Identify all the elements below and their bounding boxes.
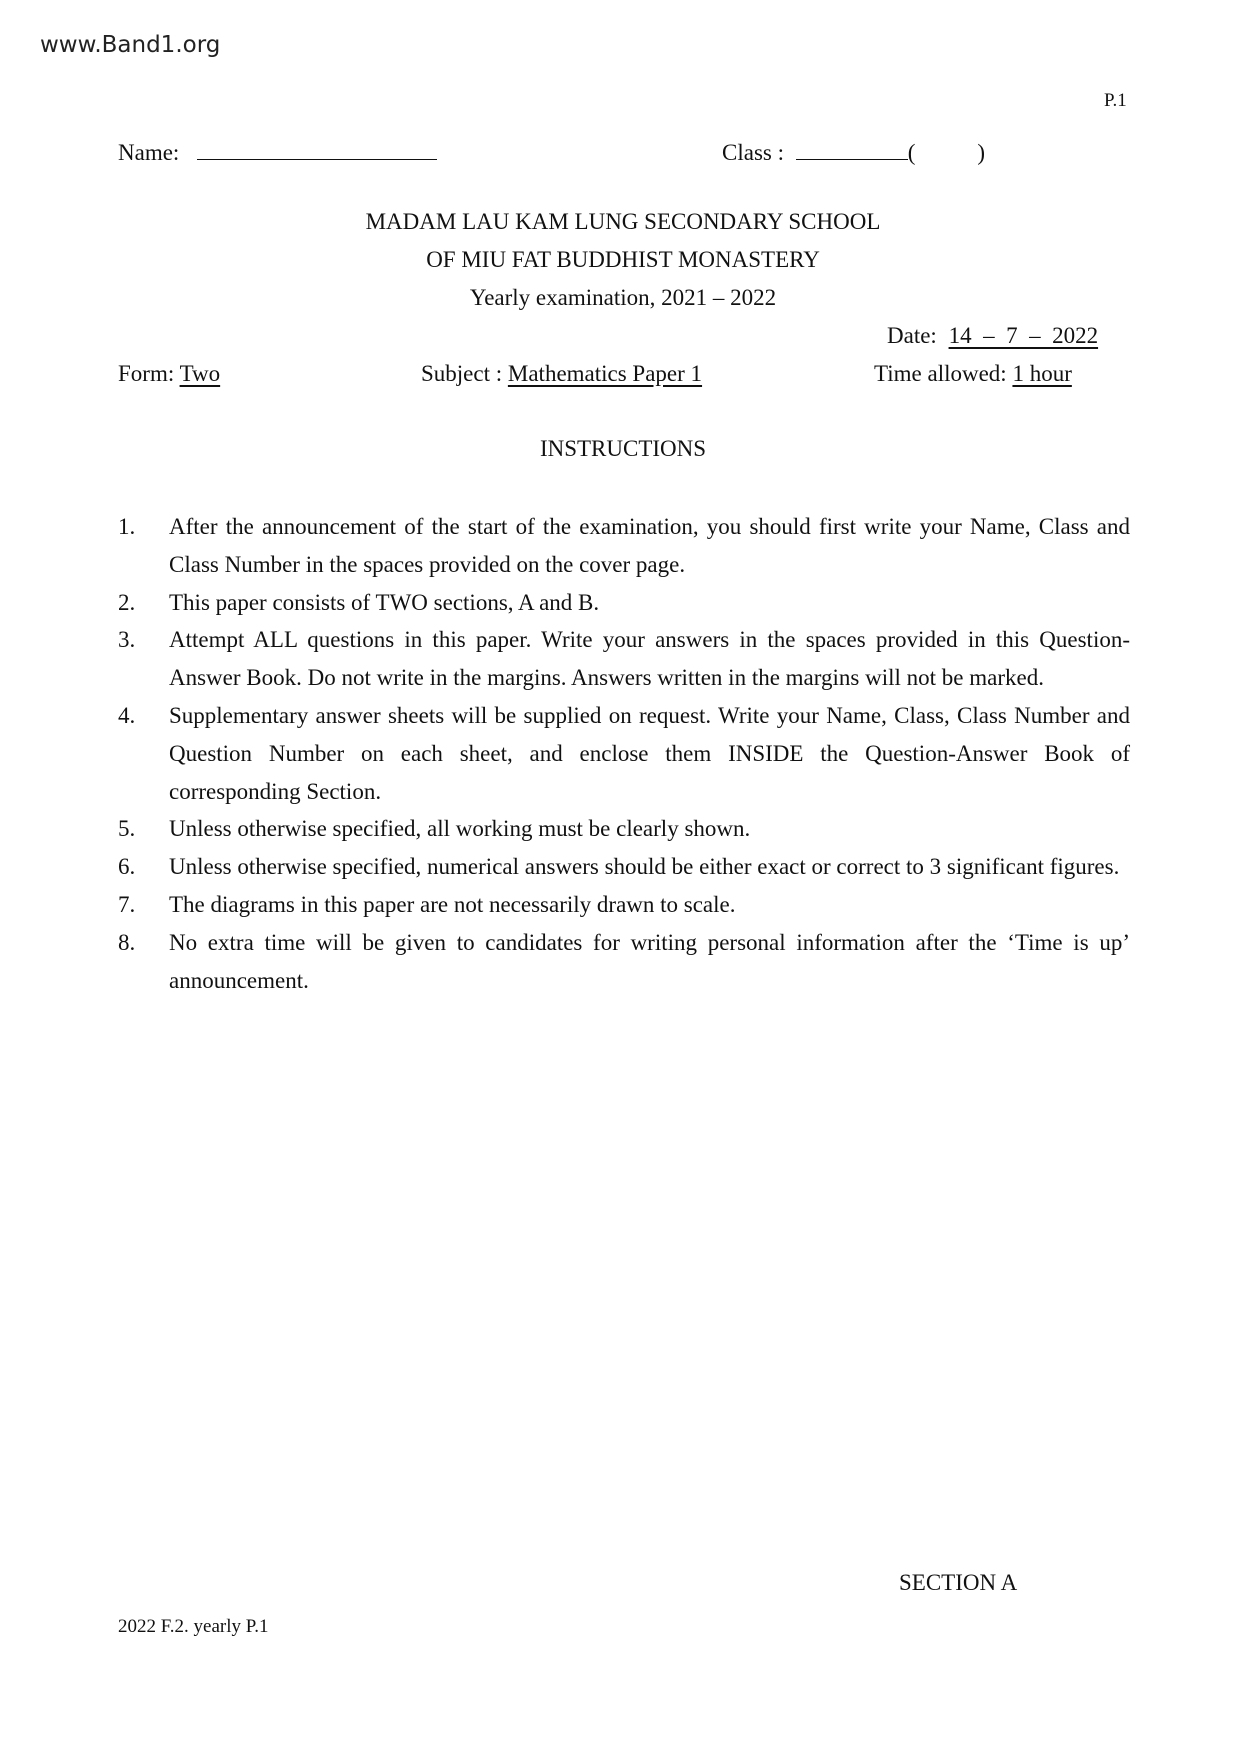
instruction-number: 5. xyxy=(118,816,136,842)
school-line-1: MADAM LAU KAM LUNG SECONDARY SCHOOL xyxy=(365,209,881,234)
form-row xyxy=(118,361,220,387)
instruction-number: 3. xyxy=(118,627,136,653)
class-paren-close: ) xyxy=(977,140,986,165)
section-label: SECTION A xyxy=(899,1570,1018,1595)
time-label: Time allowed: xyxy=(874,361,1007,386)
instruction-item xyxy=(118,924,1130,1000)
exam-title: Yearly examination, 2021 – 2022 xyxy=(469,285,777,310)
instruction-number: 4. xyxy=(118,702,136,728)
class-field xyxy=(722,139,985,166)
instruction-item xyxy=(118,584,1130,622)
instruction-item xyxy=(118,810,1130,848)
name-field xyxy=(118,139,437,166)
name-label: Name: xyxy=(118,140,180,165)
instruction-text: After the announcement of the start of the examination, you should first write your Name, Class and Class Number in the spaces provided on the cover page. xyxy=(169,514,1130,577)
instruction-item xyxy=(118,508,1130,584)
footer: 2022 F.2. yearly P.1 xyxy=(118,1616,269,1637)
instruction-item xyxy=(118,886,1130,924)
name-blank[interactable] xyxy=(197,139,437,160)
instruction-text: Unless otherwise specified, numerical answers should be either exact or correct to 3 significant figures. xyxy=(169,854,1120,880)
time-row xyxy=(874,361,1072,387)
instruction-number: 1. xyxy=(118,514,136,539)
instruction-item xyxy=(118,621,1130,697)
subject-label: Subject : xyxy=(421,361,503,386)
instruction-text: Supplementary answer sheets will be supplied on request. Write your Name, Class, Class Number and Question Number on each sheet, and enclose them INSIDE the Question-Answer Book of corresponding Section. xyxy=(169,702,1130,804)
class-blank[interactable] xyxy=(796,139,908,160)
time-value: 1 hour xyxy=(1012,361,1072,386)
instruction-text: The diagrams in this paper are not necessarily drawn to scale. xyxy=(169,891,736,917)
instructions-heading: INSTRUCTIONS xyxy=(539,436,707,461)
instructions-list xyxy=(118,508,1130,999)
class-label: Class : xyxy=(722,140,784,165)
instruction-item xyxy=(118,848,1130,886)
instruction-number: 2. xyxy=(118,589,136,615)
date-label: Date: xyxy=(887,323,937,348)
instruction-number: 8. xyxy=(118,929,136,955)
subject-value: Mathematics Paper 1 xyxy=(507,361,703,386)
watermark: www.Band1.org xyxy=(40,32,221,58)
form-value: Two xyxy=(179,361,221,386)
date-row xyxy=(887,323,1098,349)
class-paren-open: ( xyxy=(907,140,916,165)
instruction-text: Unless otherwise specified, all working must be clearly shown. xyxy=(169,816,751,842)
school-line-2: OF MIU FAT BUDDHIST MONASTERY xyxy=(426,247,820,272)
instruction-number: 6. xyxy=(118,854,136,880)
instruction-text: This paper consists of TWO sections, A and B. xyxy=(169,589,600,615)
date-value: 14 – 7 – 2022 xyxy=(948,323,1099,348)
subject-row xyxy=(421,361,702,387)
form-label: Form: xyxy=(118,361,175,386)
page-label: P.1 xyxy=(1104,90,1127,111)
instruction-text: Attempt ALL questions in this paper. Write your answers in the spaces provided in this Question-Answer Book. Do not write in the margins. Answers written in the margins will not be marked. xyxy=(169,627,1130,691)
instruction-item xyxy=(118,697,1130,810)
instruction-text: No extra time will be given to candidates for writing personal information after the ‘Time is up’ announcement. xyxy=(169,929,1130,993)
instruction-number: 7. xyxy=(118,891,136,917)
